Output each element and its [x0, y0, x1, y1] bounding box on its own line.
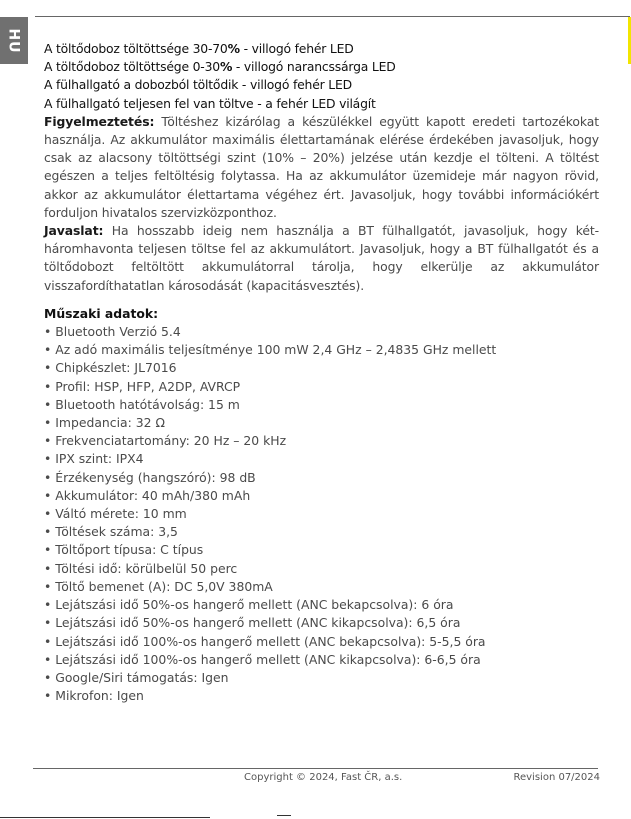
warning-text: Töltéshez kizárólag a készülékkel együtt kapott eredeti tartozékokat használja. Az akkumulátor maximális élettartamának elérése érdekében javasoljuk, hogy csak az alacsony töltöttségi szint (10% – 20%) jelzése után kezdje el tölteni. A töltést egészen a teljes feltöltésig folytassa. Ha az akkumulátor üzemideje már nagyon rövid, akkor az akkumulátor élettartama végéhez ért. Javasoljuk, hogy további információkért forduljon hivatalos szervizközponthoz. — [44, 113, 600, 220]
spec-item: • Töltések száma: 3,5 — [44, 523, 599, 541]
spec-item: • Lejátszási idő 100%-os hangerő mellett (ANC kikapcsolva): 6-6,5 óra — [44, 651, 599, 669]
copyright-text: Copyright © 2024, Fast ČR, a.s. — [244, 772, 403, 783]
spec-item: • Lejátszási idő 100%-os hangerő mellett (ANC bekapcsolva): 5-5,5 óra — [44, 633, 599, 651]
language-tab — [0, 17, 28, 64]
spec-item: • Az adó maximális teljesítménye 100 mW 2,4 GHz – 2,4835 GHz mellett — [44, 341, 599, 359]
spec-item: • Bluetooth hatótávolság: 15 m — [44, 396, 599, 414]
spec-item: • Akkumulátor: 40 mAh/380 mAh — [44, 487, 599, 505]
spec-item: • Google/Siri támogatás: Igen — [44, 669, 599, 687]
page-bottom-mark — [277, 815, 291, 816]
warning-label: Figyelmeztetés: — [44, 113, 155, 129]
language-code: HU — [6, 27, 22, 54]
revision-text: Revision 07/2024 — [513, 772, 600, 783]
specs-list — [44, 323, 599, 705]
spec-item: • Frekvenciatartomány: 20 Hz – 20 kHz — [44, 432, 599, 450]
spec-item: • Töltőport típusa: C típus — [44, 541, 599, 559]
spec-item: • IPX szint: IPX4 — [44, 450, 599, 468]
top-divider — [35, 16, 630, 17]
spec-item: • Érzékenység (hangszóró): 98 dB — [44, 469, 599, 487]
spec-item: • Váltó mérete: 10 mm — [44, 505, 599, 523]
spec-item: • Mikrofon: Igen — [44, 687, 599, 705]
warning-paragraph — [44, 113, 599, 222]
spec-item: • Lejátszási idő 50%-os hangerő mellett (ANC kikapcsolva): 6,5 óra — [44, 614, 599, 632]
spec-item: • Bluetooth Verzió 5.4 — [44, 323, 599, 341]
page-bottom-line — [0, 817, 210, 818]
manual-content — [44, 40, 599, 705]
spec-item: • Chipkészlet: JL7016 — [44, 359, 599, 377]
suggestion-text: Ha hosszabb ideig nem használja a BT fülhallgatót, javasoljuk, hogy két-háromhavonta teljesen töltse fel az akkumulátort. Javasoljuk, hogy a BT fülhallgatót és a töltődobozt feltöltött akkumulátorral tárolja, hogy elkerülje az akkumulátor visszafordíthatatlan károsodását (kapacitásvesztés). — [44, 223, 599, 293]
specs-heading: Műszaki adatok: — [44, 305, 159, 321]
led-status-line: A töltődoboz töltöttsége 0-30% - villogó narancssárga LED — [44, 59, 396, 75]
led-status-line: A töltődoboz töltöttsége 30-70% - villogó fehér LED — [44, 41, 354, 56]
spec-item: • Töltési idő: körülbelül 50 perc — [44, 560, 599, 578]
suggestion-paragraph — [44, 222, 599, 295]
spec-item: • Lejátszási idő 50%-os hangerő mellett (ANC bekapcsolva): 6 óra — [44, 596, 599, 614]
spec-item: • Impedancia: 32 Ω — [44, 414, 599, 432]
suggestion-label: Javaslat: — [44, 223, 104, 239]
spec-item: • Profil: HSP, HFP, A2DP, AVRCP — [44, 378, 599, 396]
spec-item: • Töltő bemenet (A): DC 5,0V 380mA — [44, 578, 599, 596]
led-status-line: A fülhallgató teljesen fel van töltve - a fehér LED világít — [44, 95, 376, 111]
led-status-line: A fülhallgató a dobozból töltődik - villogó fehér LED — [44, 77, 352, 93]
led-status-list — [44, 40, 599, 113]
footer-divider — [33, 768, 598, 769]
